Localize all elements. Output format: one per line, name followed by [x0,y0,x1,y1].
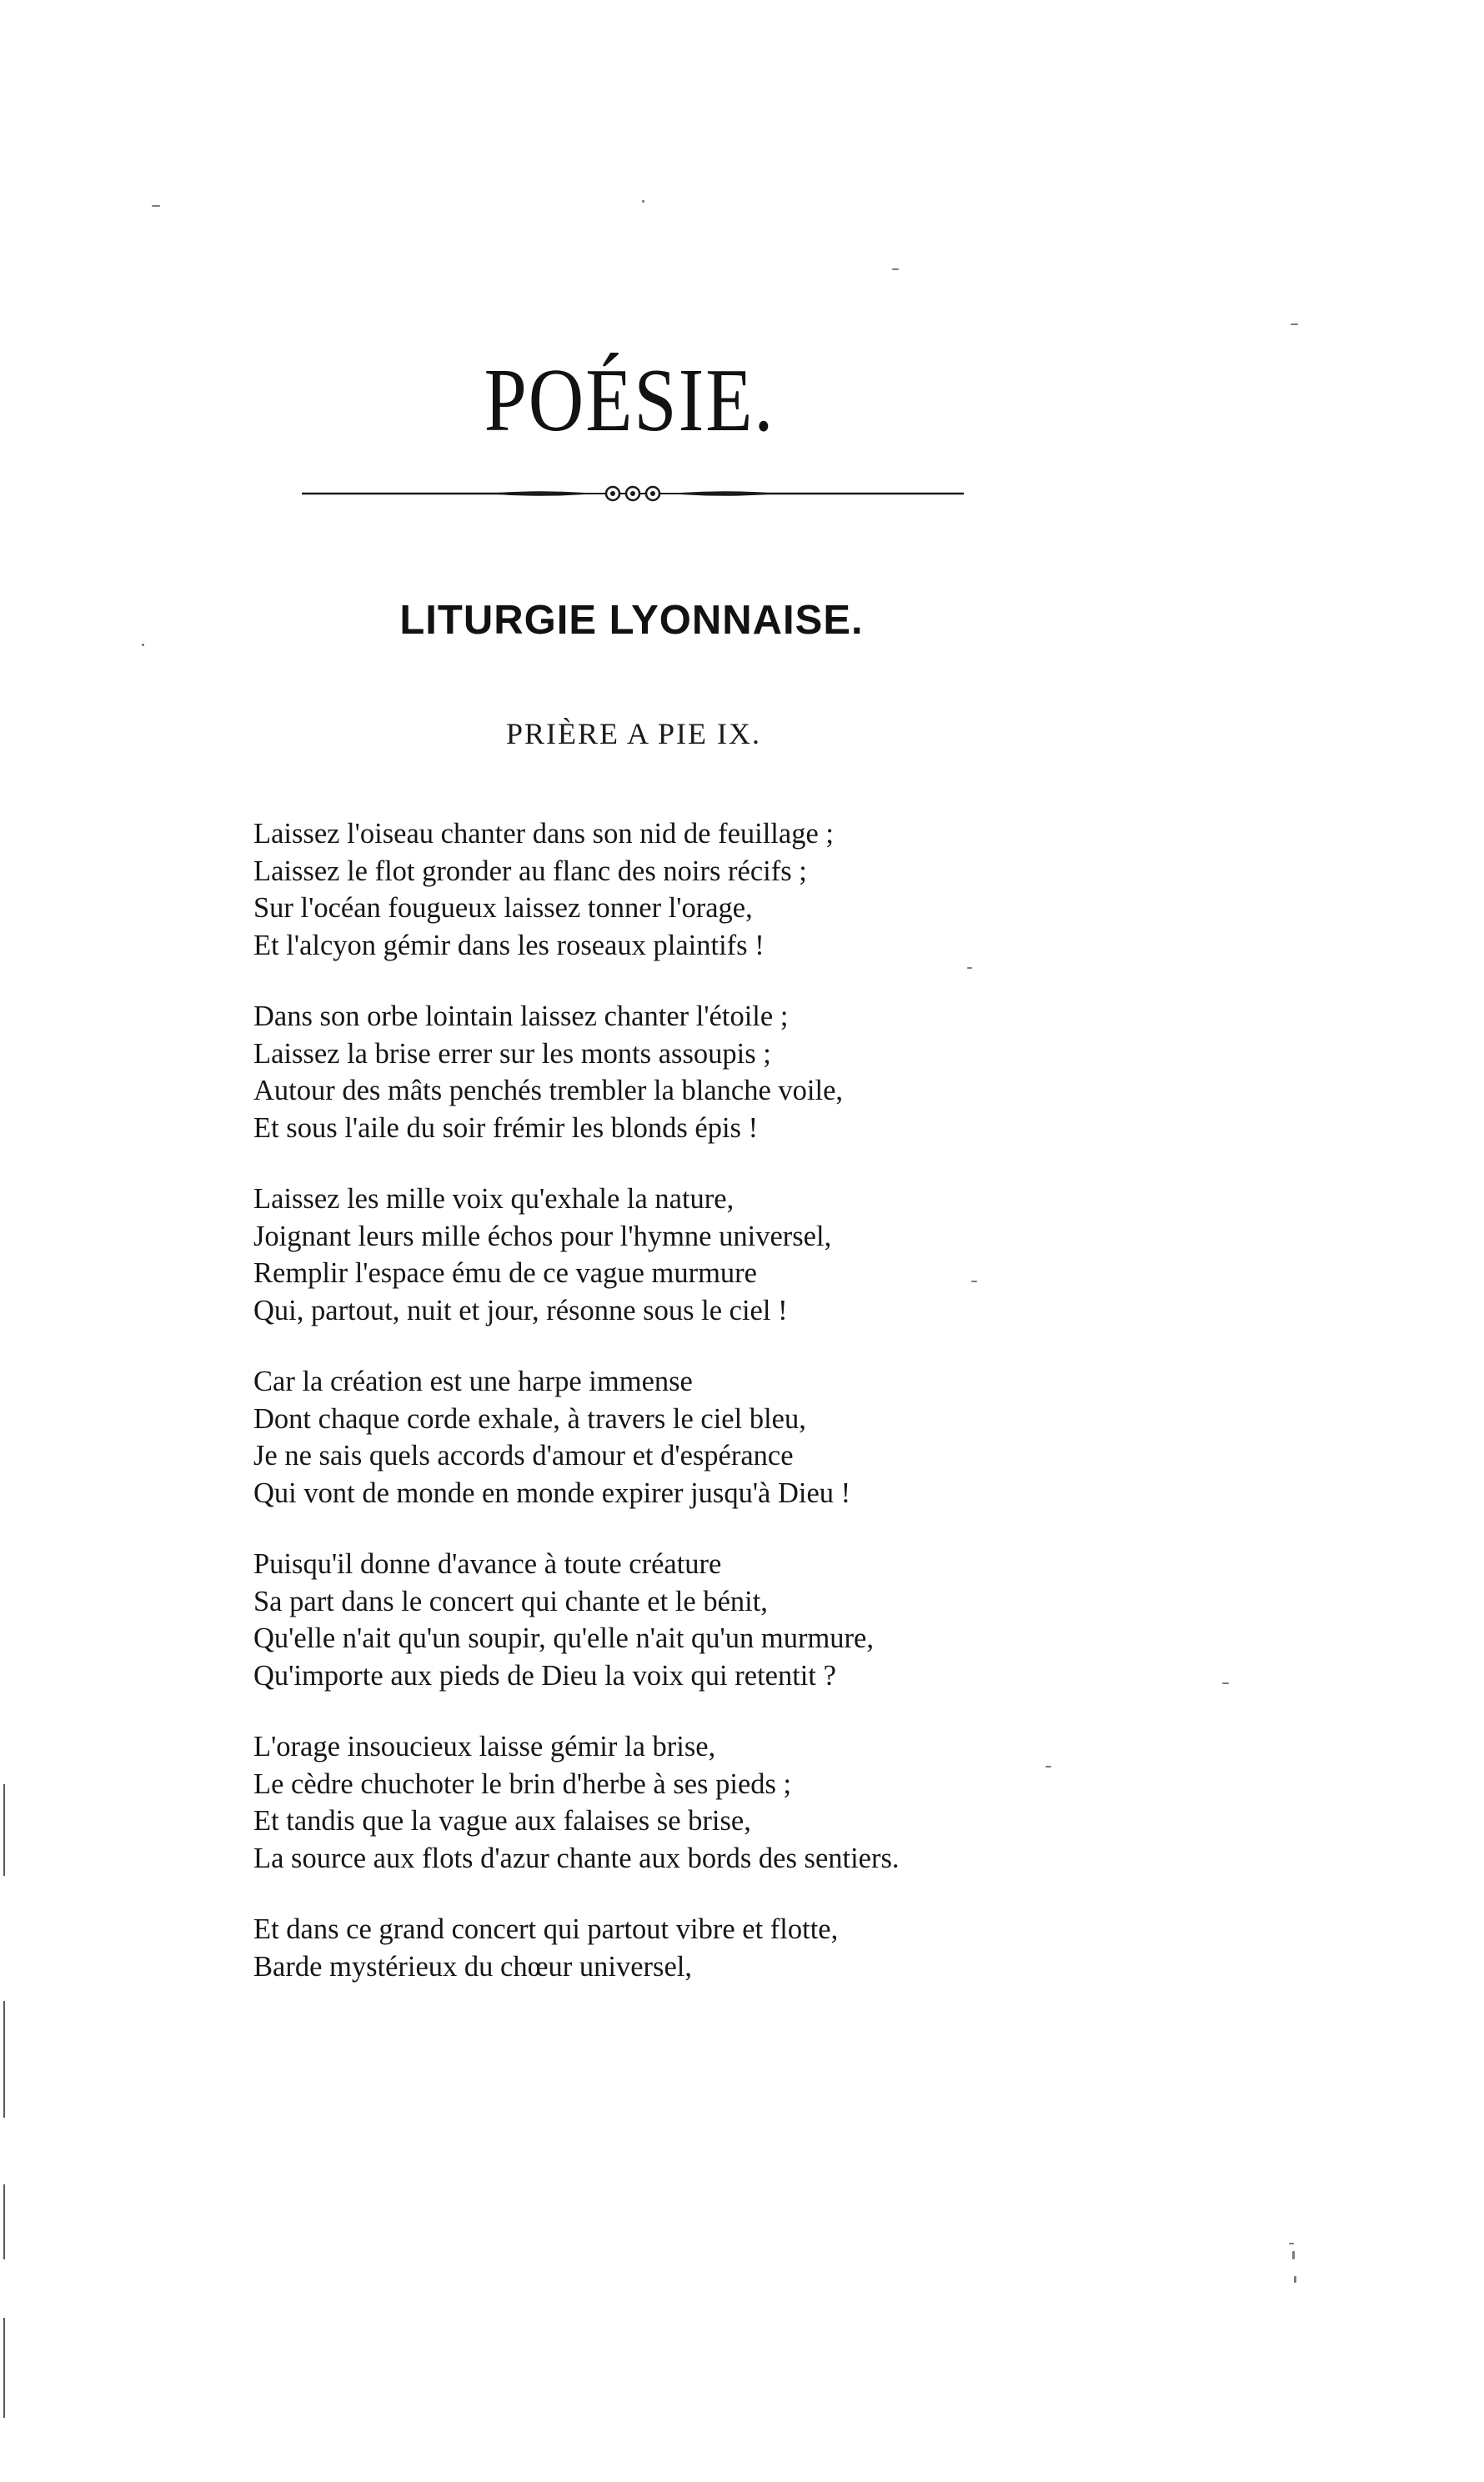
scan-edge-mark [3,2318,5,2418]
verse-line: Je ne sais quels accords d'amour et d'espérance [253,1440,794,1472]
scan-edge-mark [3,2184,5,2259]
scan-speck [142,644,144,646]
verse-line: Dans son orbe lointain laissez chanter l'étoile ; [253,1000,789,1032]
stanza-1 [253,815,1254,964]
scan-speck [1222,1682,1229,1684]
scan-edge-mark [3,1784,5,1876]
stanza-6 [253,1728,1254,1877]
verse-line: Car la création est une harpe immense [253,1366,693,1397]
verse-line: Barde mystérieux du chœur universel, [253,1950,692,1983]
scan-speck [642,200,644,203]
verse-line: Laissez l'oiseau chanter dans son nid de feuillage ; [253,818,834,850]
poem-title: LITURGIE LYONNAISE. [399,598,864,643]
verse-line: Qu'importe aux pieds de Dieu la voix qui retentit ? [253,1659,836,1692]
verse-line: La source aux flots d'azur chante aux bords des sentiers. [253,1842,900,1874]
verse-line: Sa part dans le concert qui chante et le bénit, [253,1585,768,1617]
stanza-2 [253,998,1254,1146]
verse-line: Puisqu'il donne d'avance à toute créature [253,1548,722,1580]
stanza-3 [253,1181,1254,1329]
verse-line: Joignant leurs mille échos pour l'hymne universel, [253,1220,832,1252]
poem-subtitle: PRIÈRE A PIE IX. [505,717,762,750]
ornamental-rule [302,479,964,506]
scan-speck [1291,323,1298,325]
verse-line: Remplir l'espace ému de ce vague murmure [253,1257,757,1289]
verse-line: Et l'alcyon gémir dans les roseaux plaintifs ! [253,929,765,961]
verse-line: L'orage insoucieux laisse gémir la brise, [253,1731,716,1762]
stanza-4 [253,1363,1254,1512]
verse-line: Qui, partout, nuit et jour, résonne sous le ciel ! [253,1294,788,1326]
scan-speck [152,205,160,207]
verse-line: Laissez les mille voix qu'exhale la nature, [253,1183,734,1215]
section-title: POÉSIE. [484,349,775,450]
stanza-5 [253,1546,1254,1694]
verse-line: Dont chaque corde exhale, à travers le ciel bleu, [253,1402,806,1435]
verse-line: Et tandis que la vague aux falaises se brise, [253,1805,751,1837]
scan-edge-mark [3,2001,5,2118]
verse-line: Et dans ce grand concert qui partout vibre et flotte, [253,1913,839,1945]
scan-speck [1294,2276,1296,2283]
verse-line: Qui vont de monde en monde expirer jusqu'à Dieu ! [253,1477,851,1509]
verse-line: Qu'elle n'ait qu'un soupir, qu'elle n'ait qu'un murmure, [253,1622,874,1654]
stanza-7 [253,1911,1254,1985]
scan-speck [1289,2243,1294,2244]
verse-line: Laissez la brise errer sur les monts assoupis ; [253,1037,771,1070]
verse-line: Sur l'océan fougueux laissez tonner l'orage, [253,892,753,924]
verse-line: Laissez le flot gronder au flanc des noirs récifs ; [253,855,807,887]
scan-speck [1292,2251,1295,2259]
verse-line: Autour des mâts penchés trembler la blanche voile, [253,1075,844,1106]
verse-line: Et sous l'aile du soir frémir les blonds épis ! [253,1111,759,1144]
poem-body [253,815,1254,2019]
scan-speck [1045,1766,1051,1767]
scan-speck [967,967,972,969]
scan-speck [892,268,899,270]
verse-line: Le cèdre chuchoter le brin d'herbe à ses pieds ; [253,1767,792,1800]
scan-speck [971,1281,977,1282]
